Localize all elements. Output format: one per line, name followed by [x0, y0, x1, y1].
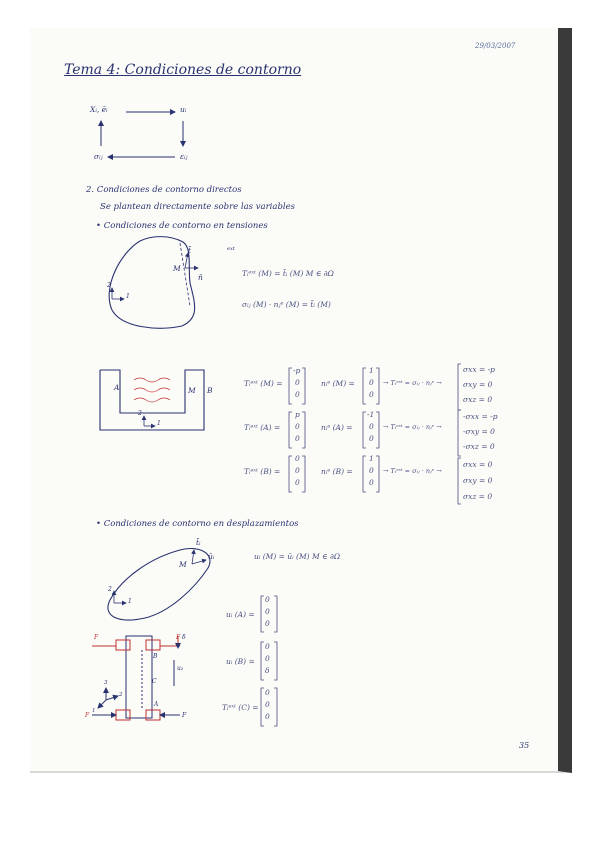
label-sigma: σᵢⱼ — [94, 152, 103, 161]
vecC-0: 0 — [265, 688, 270, 697]
row3-res-2: σxz = 0 — [463, 492, 493, 501]
row2-arrow: → Tᵢᵉˣᵗ = σᵢⱼ · nⱼᵉ → — [383, 423, 442, 431]
frame-F4: F — [182, 712, 187, 719]
frame-F1: F — [94, 634, 99, 641]
vecB-1: 0 — [265, 654, 270, 663]
disp-axis-2: 2 — [108, 586, 112, 593]
row1-v2-1: 0 — [369, 378, 374, 387]
label-ext: ext — [227, 246, 235, 252]
page-number: 35 — [519, 741, 530, 750]
vecA-2: 0 — [265, 619, 270, 628]
disp-equation: uᵢ (M) = ūᵢ (M) M ∈ ∂Ω — [254, 552, 341, 561]
row1-arrow: → Tᵢᵉˣᵗ = σᵢⱼ · nⱼᵉ → — [383, 379, 442, 387]
frame-F3: F — [85, 712, 90, 719]
frame-C: C — [152, 678, 157, 685]
tank-label-M: M — [188, 386, 196, 395]
tank-axis-1: 1 — [157, 420, 161, 427]
label-x-e: Xᵢ, ēᵢ — [90, 105, 108, 114]
disp-axis-1: 1 — [128, 598, 132, 605]
tank-outline — [100, 370, 204, 430]
frame-B: B — [153, 653, 158, 660]
row1-res-2: σxz = 0 — [463, 395, 493, 404]
row2-v2-0: -1 — [367, 410, 375, 419]
row3-res-1: σxy = 0 — [463, 476, 493, 485]
frame-ax3: 3 — [104, 680, 108, 686]
row1-mid: nᵢᵉ (M) = — [321, 379, 355, 388]
vecC-2: 0 — [265, 712, 270, 721]
frame-ax2: 2 — [119, 692, 123, 698]
row3-mid: nᵢᵉ (B) = — [321, 467, 353, 476]
row2-res-0: -σxx = -p — [463, 412, 498, 421]
row1-v2-2: 0 — [369, 390, 374, 399]
row2-v2-2: 0 — [369, 434, 374, 443]
tank-label-B: B — [207, 386, 213, 395]
section-heading: 2. Condiciones de contorno directos — [86, 185, 242, 195]
row1-lhs: Tᵢᵉˣᵗ (M) = — [244, 379, 283, 388]
frame-u2: u₂ — [177, 665, 184, 672]
tank-axis-2: 2 — [138, 410, 142, 417]
body-outline-1 — [109, 237, 195, 329]
row2-lhs: Tᵢᵉˣᵗ (A) = — [244, 423, 281, 432]
page-title: Tema 4: Condiciones de contorno — [64, 62, 302, 78]
row2-v1-1: 0 — [295, 422, 300, 431]
eq-TC: Tᵢᵉˣᵗ (C) = — [222, 703, 259, 712]
eq-uA: uᵢ (A) = — [226, 610, 255, 619]
disp-label-M: M — [179, 560, 187, 569]
notebook-page — [30, 28, 572, 773]
row1-v1-2: 0 — [295, 390, 300, 399]
label-u: uᵢ — [180, 105, 187, 114]
frame-F2: F — [176, 634, 181, 641]
equation-1: Tᵢᵉˣᵗ (M) = t̄ᵢ (M) M ∈ ∂Ω — [242, 269, 334, 278]
frame-ax1: 1 — [92, 708, 96, 714]
bullet-displacements: • Condiciones de contorno en desplazamientos — [96, 519, 299, 529]
row3-lhs: Tᵢᵉˣᵗ (B) = — [244, 467, 281, 476]
row3-res-0: σxx = 0 — [463, 460, 493, 469]
row1-v2-0: 1 — [369, 366, 374, 375]
row2-mid: nᵢᵉ (A) = — [321, 423, 353, 432]
disp-label-u: ūᵢ — [208, 552, 215, 561]
row2-v1-2: 0 — [295, 434, 300, 443]
vecA-0: 0 — [265, 595, 270, 604]
body-outline-2 — [108, 549, 210, 620]
label-M: M — [173, 264, 181, 273]
section-subtitle: Se plantean directamente sobre las variables — [100, 202, 295, 212]
row2-res-1: -σxy = 0 — [463, 427, 495, 436]
date: 29/03/2007 — [475, 42, 516, 50]
vecB-2: δ — [265, 666, 270, 675]
row3-v2-1: 0 — [369, 466, 374, 475]
row3-v2-0: 1 — [369, 454, 374, 463]
row1-res-1: σxy = 0 — [463, 380, 493, 389]
label-eps: εᵢⱼ — [180, 152, 188, 161]
row3-v1-1: 0 — [295, 466, 300, 475]
frame-delta: δ — [182, 634, 186, 641]
row1-v1-1: 0 — [295, 378, 300, 387]
fluid-wave — [134, 378, 170, 382]
row2-v2-1: 0 — [369, 422, 374, 431]
frame-structure — [92, 636, 180, 720]
vecC-1: 0 — [265, 700, 270, 709]
disp-label-t: t̄ᵢ — [196, 538, 201, 547]
row2-v1-0: p — [295, 410, 300, 419]
bullet-stress: • Condiciones de contorno en tensiones — [96, 221, 268, 231]
row3-v1-2: 0 — [295, 478, 300, 487]
row3-v2-2: 0 — [369, 478, 374, 487]
tank-label-A: A — [114, 383, 120, 392]
axis-2: 2 — [107, 282, 111, 289]
vecB-0: 0 — [265, 642, 270, 651]
row3-v1-0: 0 — [295, 454, 300, 463]
row1-res-0: σxx = -p — [463, 365, 495, 374]
label-n: n̄ — [198, 273, 203, 282]
equation-2: σᵢⱼ (M) · nⱼᵉ (M) = t̄ᵢ (M) — [242, 300, 331, 309]
vecA-1: 0 — [265, 607, 270, 616]
row3-arrow: → Tᵢᵉˣᵗ = σᵢⱼ · nⱼᵉ → — [383, 467, 442, 475]
eq-uB: uᵢ (B) = — [226, 657, 255, 666]
label-t: t̄ — [188, 246, 192, 255]
row1-v1-0: -p — [293, 366, 301, 375]
row2-res-2: -σxz = 0 — [463, 442, 495, 451]
axis-1: 1 — [126, 293, 130, 300]
frame-A: A — [154, 701, 159, 708]
